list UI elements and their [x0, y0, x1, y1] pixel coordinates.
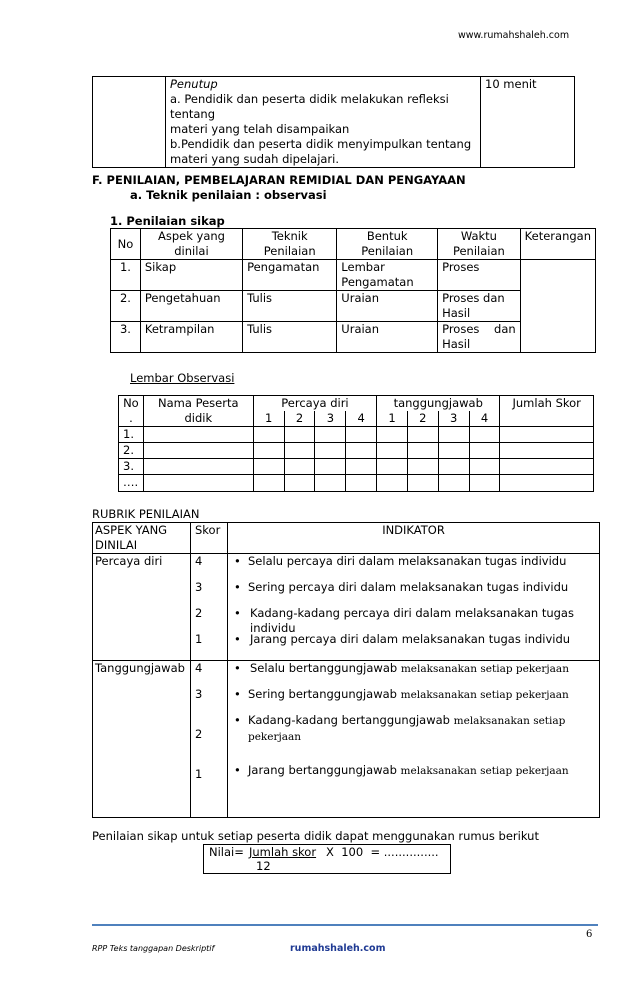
rubric-table	[92, 522, 600, 818]
formula-box	[203, 844, 451, 874]
rubric-h-aspect-1: ASPEK YANG	[95, 523, 168, 537]
rubric-resp-item-4-a: Jarang bertanggungjawab	[248, 763, 397, 777]
rubric-h-aspect-2: DINILAI	[95, 538, 138, 552]
observation-title: Lembar Observasi	[130, 371, 235, 385]
bullet-icon: •	[234, 580, 241, 594]
bullet-icon: •	[234, 632, 241, 646]
obs-score-r4: 4	[469, 411, 500, 427]
attitude-table	[110, 228, 596, 353]
obs-score-c1: 1	[253, 411, 284, 427]
att-r1-form-2: Pengamatan	[341, 275, 414, 289]
obs-h-responsibility: tanggungjawab	[377, 396, 500, 412]
footer-page-number: 6	[586, 929, 593, 940]
att-r2-aspect: Pengetahuan	[140, 291, 242, 322]
obs-row-3-no: 3.	[119, 459, 144, 475]
obs-h-name-2: didik	[184, 411, 213, 425]
rubric-h-score: Skor	[191, 523, 228, 554]
closing-item-b-1: b.Pendidik dan peserta didik menyimpulkan tentang	[170, 137, 472, 151]
rubric-resp-score-1: 1	[195, 767, 203, 781]
rubric-resp-item-2-b: melaksanakan setiap pekerjaan	[400, 689, 569, 701]
att-r1-form-1: Lembar	[341, 260, 385, 274]
rubric-h-indicator: INDIKATOR	[228, 523, 600, 554]
rubric-confidence-score-1: 1	[195, 632, 203, 646]
bullet-icon: •	[234, 687, 241, 701]
att-r3-form: Uraian	[337, 322, 438, 353]
formula-numerator: Jumlah skor	[249, 845, 317, 859]
obs-h-no-2: .	[129, 411, 133, 425]
att-r1-time: Proses	[438, 260, 521, 291]
section-f-sub1: 1. Penilaian sikap	[110, 214, 225, 228]
closing-time: 10 menit	[485, 77, 537, 91]
list-item	[228, 554, 599, 580]
formula-denominator: 12	[256, 859, 271, 873]
closing-content-cell	[166, 77, 481, 168]
obs-score-c3: 3	[315, 411, 346, 427]
table-row	[119, 475, 594, 492]
list-item	[228, 763, 599, 789]
table-row	[93, 554, 600, 661]
att-r3-tech: Tulis	[243, 322, 337, 353]
obs-score-c4: 4	[346, 411, 377, 427]
att-r3-aspect: Ketrampilan	[140, 322, 242, 353]
bullet-icon: •	[234, 661, 241, 675]
obs-score-c2: 2	[284, 411, 315, 427]
obs-h-no-1: No	[123, 396, 139, 410]
obs-row-1-no: 1.	[119, 427, 144, 443]
att-r1-no: 1.	[111, 260, 141, 291]
table-row	[119, 443, 594, 459]
formula-times: X 100 = ...............	[326, 845, 439, 859]
closing-time-cell	[481, 77, 575, 168]
closing-empty-cell	[93, 77, 166, 168]
bullet-icon: •	[234, 606, 241, 620]
rubric-responsibility-aspect: Tanggungjawab	[93, 661, 191, 818]
obs-score-r3: 3	[438, 411, 469, 427]
closing-table	[92, 76, 575, 168]
rubric-resp-item-3-c: pekerjaan	[248, 731, 302, 743]
rubric-resp-item-1-b: melaksanakan setiap pekerjaan	[400, 663, 569, 675]
att-r2-no: 2.	[111, 291, 141, 322]
att-h-note: Keterangan	[520, 229, 595, 260]
att-r2-time-2: Hasil	[442, 306, 471, 320]
rubric-confidence-item-1: Selalu percaya diri dalam melaksanakan tugas individu	[248, 554, 567, 568]
rubric-resp-score-4: 4	[195, 661, 203, 675]
footer-rule	[92, 924, 598, 926]
rubric-resp-item-4-b: melaksanakan setiap pekerjaan	[400, 765, 569, 777]
table-row	[111, 260, 596, 291]
rubric-resp-item-3-b: melaksanakan setiap	[453, 715, 566, 727]
bullet-icon: •	[234, 554, 241, 568]
att-h-tech-2: Penilaian	[263, 244, 316, 258]
bullet-icon: •	[234, 713, 241, 727]
att-h-aspect-2: dinilai	[174, 244, 209, 258]
att-r2-form: Uraian	[337, 291, 438, 322]
closing-title: Penutup	[170, 77, 218, 91]
att-h-time-1: Waktu	[460, 229, 497, 243]
rubric-confidence-item-3: Kadang-kadang percaya diri dalam melaksanakan tugas individu	[250, 606, 574, 635]
observation-table	[118, 395, 594, 492]
formula-intro: Penilaian sikap untuk setiap peserta didik dapat menggunakan rumus berikut	[92, 829, 539, 843]
section-f-title: F. PENILAIAN, PEMBELAJARAN REMIDIAL DAN PENGAYAAN	[92, 173, 466, 187]
att-note-cell	[520, 260, 595, 353]
obs-row-4-no: ….	[119, 475, 144, 492]
att-r1-tech: Pengamatan	[243, 260, 337, 291]
rubric-resp-score-2: 2	[195, 727, 203, 741]
att-r2-tech: Tulis	[243, 291, 337, 322]
list-item	[228, 632, 599, 656]
obs-h-confidence: Percaya diri	[253, 396, 376, 412]
obs-score-r1: 1	[377, 411, 408, 427]
footer-left-text: RPP Teks tanggapan Deskriptif	[92, 944, 215, 953]
rubric-resp-item-2-a: Sering bertanggungjawab	[248, 687, 397, 701]
att-r3-time-2: Hasil	[442, 337, 471, 351]
att-h-tech-1: Teknik	[271, 229, 308, 243]
closing-item-a-1: a. Pendidik dan peserta didik melakukan refleksi tentang	[170, 92, 449, 121]
header-url: www.rumahshaleh.com	[458, 30, 570, 41]
att-r1-aspect: Sikap	[140, 260, 242, 291]
att-h-aspect-1: Aspek yang	[157, 229, 225, 243]
table-row	[119, 459, 594, 475]
section-f-subtitle: a. Teknik penilaian : observasi	[130, 188, 327, 202]
obs-row-2-no: 2.	[119, 443, 144, 459]
list-item	[228, 580, 599, 606]
bullet-icon: •	[234, 763, 241, 777]
att-r2-time-1: Proses dan	[442, 291, 505, 305]
obs-h-name-1: Nama Peserta	[158, 396, 239, 410]
closing-item-b-2: materi yang sudah dipelajari.	[170, 152, 340, 166]
rubric-title: RUBRIK PENILAIAN	[92, 507, 200, 521]
rubric-confidence-score-4: 4	[195, 554, 203, 568]
list-item	[228, 606, 599, 635]
obs-h-total: Jumlah Skor	[500, 396, 594, 427]
list-item	[228, 661, 599, 687]
rubric-confidence-score-2: 2	[195, 606, 203, 620]
list-item	[228, 713, 599, 763]
rubric-resp-score-3: 3	[195, 687, 203, 701]
formula-nilai: Nilai=	[209, 845, 244, 859]
rubric-confidence-score-3: 3	[195, 580, 203, 594]
table-row	[119, 427, 594, 443]
obs-score-r2: 2	[407, 411, 438, 427]
att-h-no: No	[111, 229, 141, 260]
closing-item-a-2: materi yang telah disampaikan	[170, 122, 350, 136]
rubric-resp-item-1-a: Selalu bertanggungjawab	[250, 661, 398, 675]
att-r3-no: 3.	[111, 322, 141, 353]
rubric-resp-item-3-a: Kadang-kadang bertanggungjawab	[248, 713, 450, 727]
footer-center-link[interactable]: rumahshaleh.com	[290, 943, 386, 954]
att-r3-time-1: Proses dan	[442, 322, 516, 336]
rubric-confidence-item-2: Sering percaya diri dalam melaksanakan tugas individu	[248, 580, 569, 594]
list-item	[228, 687, 599, 713]
rubric-confidence-item-4: Jarang percaya diri dalam melaksanakan tugas individu	[250, 632, 571, 646]
att-h-time-2: Penilaian	[452, 244, 505, 258]
table-row	[93, 661, 600, 818]
att-h-form: Bentuk Penilaian	[337, 229, 438, 260]
rubric-confidence-aspect: Percaya diri	[93, 554, 191, 661]
